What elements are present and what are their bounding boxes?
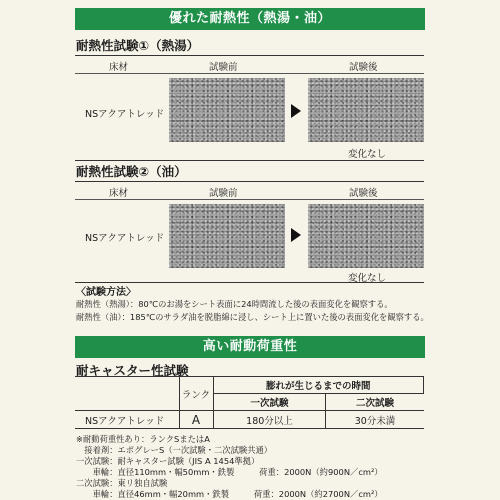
test2-header — [75, 182, 424, 200]
col-after-label: 試験後 — [349, 62, 378, 73]
rank-header: ランク — [179, 377, 213, 411]
test1-title: 耐熱性試験①（熱湯） — [76, 38, 200, 53]
method-title: 〈試験方法〉 — [76, 287, 136, 298]
note-line: 車輪：直径46mm・幅20mm・鉄製 荷重：2000N（約2700N／cm²） — [76, 489, 383, 499]
test2-table — [75, 181, 424, 283]
after-sample-image — [308, 78, 424, 142]
note-line: 二次試験：東リ独自試験 — [76, 478, 168, 488]
result-label: 変化なし — [348, 149, 387, 160]
load-resistance-banner: 高い耐動荷重性 — [75, 336, 425, 358]
heat-resistance-banner: 優れた耐熱性（熱湯・油） — [75, 8, 425, 30]
product-name: NSアクアトレッド — [85, 109, 165, 120]
caster-product-name: NSアクアトレッド — [75, 411, 179, 429]
col-before-label: 試験前 — [209, 188, 238, 199]
result-label: 変化なし — [348, 273, 387, 284]
note-line: 接着剤：エポグレーS（一次試験・二次試験共通） — [76, 445, 273, 455]
before-sample-image — [169, 78, 285, 142]
product-name: NSアクアトレッド — [85, 233, 165, 244]
col-after-label: 試験後 — [349, 188, 378, 199]
test1-header — [75, 56, 424, 74]
time-header: 膨れが生じるまでの時間 — [213, 377, 424, 394]
first-test-header: 一次試験 — [213, 394, 326, 411]
arrow-right-icon — [291, 104, 301, 118]
second-test-header: 二次試験 — [326, 394, 424, 411]
test1-table — [75, 55, 424, 161]
note-line: 車輪：直径110mm・幅50mm・鉄製 荷重：2000N（約900N／cm²） — [76, 467, 383, 477]
empty-corner-cell — [75, 377, 179, 411]
arrow-right-icon — [291, 228, 301, 242]
method-line-1: 耐熱性（熱湯）：80℃のお湯をシート表面に24時間流した後の表面変化を観察する。 — [76, 299, 393, 309]
test2-title: 耐熱性試験②（油） — [76, 164, 187, 179]
col-floor-label: 床材 — [109, 188, 129, 199]
first-test-value: 180分以上 — [213, 411, 326, 429]
caster-test-table — [75, 376, 424, 429]
col-before-label: 試験前 — [209, 62, 238, 73]
note-line: 一次試験：耐キャスター試験（JIS A 1454準拠） — [76, 456, 260, 466]
before-sample-image — [169, 204, 285, 268]
note-line: ※耐動荷重性あり：ランクSまたはA — [76, 434, 210, 444]
second-test-value: 30分未満 — [326, 411, 424, 429]
caster-test-title: 耐キャスター性試験 — [76, 363, 189, 378]
method-line-2: 耐熱性（油）：185℃のサラダ油を脱脂綿に浸し、シート上に置いた後の表面変化を観察する。 — [76, 312, 429, 322]
rank-value: A — [179, 411, 213, 429]
after-sample-image — [308, 204, 424, 268]
col-floor-label: 床材 — [109, 62, 129, 73]
